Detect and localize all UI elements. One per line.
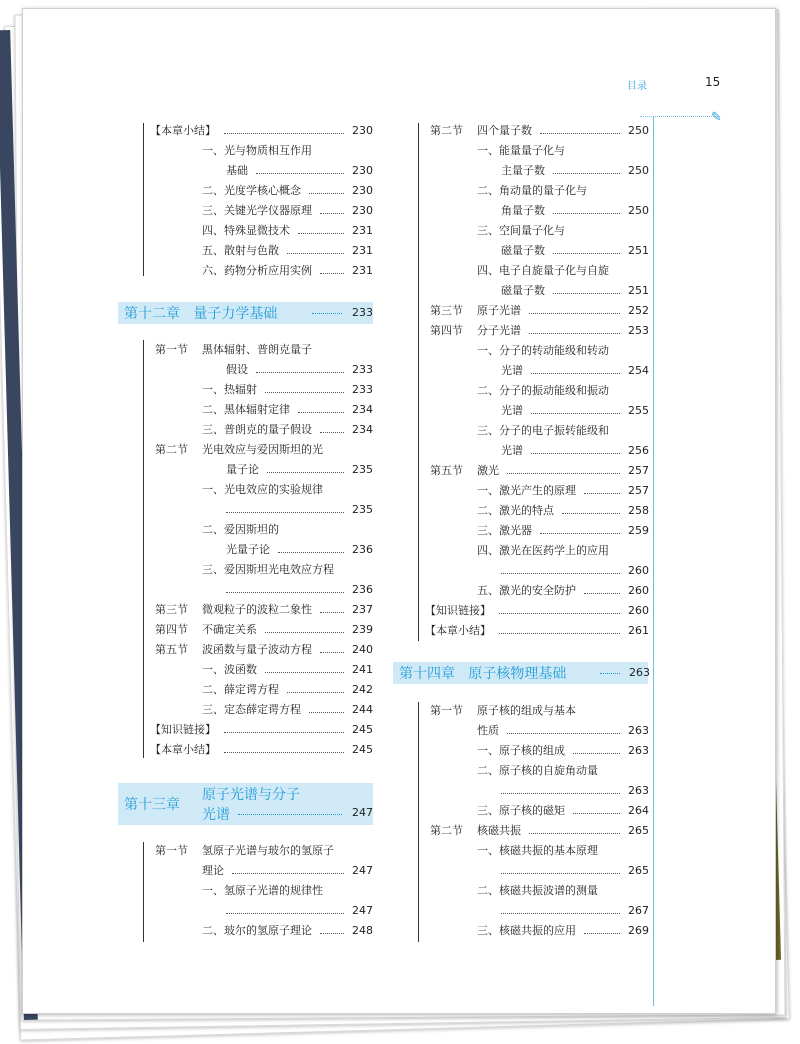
dot-leader <box>507 721 620 741</box>
toc-entry[interactable] <box>501 201 648 221</box>
dot-leader <box>507 461 620 481</box>
toc-entry[interactable] <box>430 461 648 481</box>
entry-title: 二、核磁共振波谱的测量 <box>477 884 598 897</box>
dot-leader <box>553 201 620 221</box>
dot-leader <box>320 420 344 440</box>
page-ref: 230 <box>352 164 373 177</box>
toc-entry[interactable] <box>501 241 648 261</box>
toc-entry[interactable] <box>150 740 372 760</box>
toc-entry[interactable] <box>155 841 372 861</box>
entry-title: 性质 <box>477 724 499 737</box>
toc-entry[interactable] <box>202 861 372 881</box>
dot-leader <box>320 640 344 660</box>
page-ref: 240 <box>352 643 373 656</box>
entry-title: 基础 <box>226 164 248 177</box>
entry-title: 光谱 <box>501 404 523 417</box>
dot-leader <box>320 921 344 941</box>
section-label: 第四节 <box>430 324 463 337</box>
toc-entry[interactable] <box>477 921 648 941</box>
page-ref: 254 <box>628 364 649 377</box>
page-ref: 237 <box>352 603 373 616</box>
entry-title: 五、激光的安全防护 <box>477 584 576 597</box>
toc-entry[interactable] <box>226 360 372 380</box>
entry-title: 四个量子数 <box>477 124 532 137</box>
dot-leader <box>278 540 344 560</box>
dot-leader <box>584 581 620 601</box>
toc-entry[interactable] <box>430 701 648 721</box>
chapter-12-title: 量子力学基础 <box>193 306 278 322</box>
entry-title: 三、爱因斯坦光电效应方程 <box>202 563 334 576</box>
section-label: 第二节 <box>430 124 463 137</box>
entry-title: 【知识链接】 <box>425 604 491 617</box>
page-ref: 269 <box>628 924 649 937</box>
entry-title: 二、黑体辐射定律 <box>202 403 290 416</box>
dot-leader <box>573 801 620 821</box>
page-ref: 236 <box>352 543 373 556</box>
entry-title: 一、光电效应的实验规律 <box>202 483 323 496</box>
entry-title: 一、核磁共振的基本原理 <box>477 844 598 857</box>
page-ref: 260 <box>628 564 649 577</box>
chapter-12-bar <box>118 302 373 324</box>
toc-entry[interactable] <box>477 801 648 821</box>
toc-entry[interactable] <box>477 501 648 521</box>
entry-title: 光谱 <box>501 444 523 457</box>
section-label: 第三节 <box>430 304 463 317</box>
toc-entry[interactable] <box>155 440 372 460</box>
toc-entry[interactable] <box>477 481 648 501</box>
dot-leader <box>287 241 344 261</box>
entry-title: 三、空间量子化与 <box>477 224 565 237</box>
toc-entry[interactable] <box>202 921 372 941</box>
dot-leader <box>553 241 620 261</box>
entry-title: 角量子数 <box>501 204 545 217</box>
section-label: 第三节 <box>155 603 188 616</box>
toc-entry[interactable] <box>425 621 648 641</box>
header-title: 目录 <box>627 81 647 92</box>
toc-entry[interactable] <box>477 421 648 441</box>
page-ref: 234 <box>352 423 373 436</box>
entry-title: 激光 <box>477 464 499 477</box>
page-ref: 265 <box>628 824 649 837</box>
entry-title: 一、能量量子化与 <box>477 144 565 157</box>
dot-leader <box>529 821 620 841</box>
toc-entry[interactable] <box>477 181 648 201</box>
entry-title: 黑体辐射、普朗克量子 <box>202 343 312 356</box>
chapter-13-number: 第十三章 <box>124 797 180 813</box>
toc-entry[interactable] <box>501 361 648 381</box>
dot-leader <box>256 161 344 181</box>
dot-leader <box>499 601 620 621</box>
section-label: 第四节 <box>155 623 188 636</box>
toc-entry[interactable] <box>226 580 372 600</box>
entry-title: 假设 <box>226 363 248 376</box>
toc-entry[interactable] <box>202 201 372 221</box>
toc-entry[interactable] <box>150 121 372 141</box>
page-ref: 257 <box>628 484 649 497</box>
toc-entry[interactable] <box>477 881 648 901</box>
dot-leader <box>320 261 344 281</box>
page-ref: 256 <box>628 444 649 457</box>
entry-title: 波函数与量子波动方程 <box>202 643 312 656</box>
dot-leader <box>584 481 620 501</box>
toc-entry[interactable] <box>226 540 372 560</box>
pen-icon: ✎ <box>711 110 722 125</box>
toc-entry[interactable] <box>226 161 372 181</box>
dot-leader <box>298 400 344 420</box>
dot-leader <box>553 161 620 181</box>
entry-title: 一、热辐射 <box>202 383 257 396</box>
toc-entry[interactable] <box>430 821 648 841</box>
entry-title: 一、氢原子光谱的规律性 <box>202 884 323 897</box>
page-ref: 235 <box>352 463 373 476</box>
dot-leader <box>531 441 620 461</box>
chapter-13-title-line2: 光谱 <box>202 807 230 823</box>
dot-leader <box>501 901 620 921</box>
toc-entry[interactable] <box>477 261 648 281</box>
toc-entry[interactable] <box>501 781 648 801</box>
page-ref: 230 <box>352 204 373 217</box>
dot-leader <box>287 680 344 700</box>
entry-title: 一、分子的转动能级和转动 <box>477 344 609 357</box>
chapter-14-title: 原子核物理基础 <box>468 666 567 682</box>
entry-title: 主量子数 <box>501 164 545 177</box>
entry-title: 四、激光在医药学上的应用 <box>477 544 609 557</box>
toc-entry[interactable] <box>202 141 372 161</box>
entry-title: 分子光谱 <box>477 324 521 337</box>
page-ref: 233 <box>352 363 373 376</box>
dot-leader <box>529 321 620 341</box>
dot-leader <box>224 121 344 141</box>
dot-leader <box>309 181 344 201</box>
entry-title: 光量子论 <box>226 543 270 556</box>
entry-title: 二、薛定谔方程 <box>202 683 279 696</box>
left-rule-ch12 <box>143 340 144 758</box>
entry-title: 五、散射与色散 <box>202 244 279 257</box>
toc-entry[interactable] <box>150 720 372 740</box>
page-ref: 231 <box>352 224 373 237</box>
entry-title: 三、关键光学仪器原理 <box>202 204 312 217</box>
toc-entry[interactable] <box>501 401 648 421</box>
entry-title: 二、激光的特点 <box>477 504 554 517</box>
toc-entry[interactable] <box>477 841 648 861</box>
page-ref: 250 <box>628 124 649 137</box>
page-ref: 258 <box>628 504 649 517</box>
toc-entry[interactable] <box>430 321 648 341</box>
page-ref: 257 <box>628 464 649 477</box>
dot-leader <box>540 521 620 541</box>
toc-entry[interactable] <box>202 520 372 540</box>
toc-entry[interactable] <box>202 881 372 901</box>
toc-entry[interactable] <box>425 601 648 621</box>
entry-title: 不确定关系 <box>202 623 257 636</box>
page-ref: 245 <box>352 723 373 736</box>
page-ref: 263 <box>628 744 649 757</box>
toc-entry[interactable] <box>430 301 648 321</box>
dot-leader <box>226 500 344 520</box>
entry-title: 二、原子核的自旋角动量 <box>477 764 598 777</box>
page-ref: 234 <box>352 403 373 416</box>
toc-entry[interactable] <box>501 561 648 581</box>
entry-title: 原子核的组成与基本 <box>477 704 576 717</box>
toc-entry[interactable] <box>477 721 648 741</box>
dot-leader <box>265 660 344 680</box>
entry-title: 【知识链接】 <box>150 723 216 736</box>
entry-title: 一、光与物质相互作用 <box>202 144 312 157</box>
page-ref: 259 <box>628 524 649 537</box>
dot-leader <box>224 740 344 760</box>
dot-leader <box>256 360 344 380</box>
section-label: 第二节 <box>155 443 188 456</box>
entry-title: 三、核磁共振的应用 <box>477 924 576 937</box>
toc-entry[interactable] <box>155 640 372 660</box>
toc-entry[interactable] <box>155 600 372 620</box>
page-ref: 233 <box>352 383 373 396</box>
entry-title: 二、光度学核心概念 <box>202 184 301 197</box>
entry-title: 【本章小结】 <box>150 743 216 756</box>
dot-leader <box>573 741 620 761</box>
dot-leader <box>553 281 620 301</box>
dot-leader <box>224 720 344 740</box>
section-label: 第五节 <box>155 643 188 656</box>
dot-leader <box>226 580 344 600</box>
dot-leader <box>499 621 620 641</box>
section-label: 第一节 <box>430 704 463 717</box>
page-ref: 255 <box>628 404 649 417</box>
entry-title: 三、普朗克的量子假设 <box>202 423 312 436</box>
toc-entry[interactable] <box>477 521 648 541</box>
dot-leader <box>529 301 620 321</box>
page-ref: 263 <box>628 724 649 737</box>
dot-leader <box>309 700 344 720</box>
entry-title: 磁量子数 <box>501 244 545 257</box>
toc-entry[interactable] <box>226 500 372 520</box>
toc-entry[interactable] <box>202 241 372 261</box>
page-ref: 252 <box>628 304 649 317</box>
dot-leader <box>531 401 620 421</box>
dot-leader <box>298 221 344 241</box>
entry-title: 二、玻尔的氢原子理论 <box>202 924 312 937</box>
dot-leader <box>265 620 344 640</box>
entry-title: 理论 <box>202 864 224 877</box>
dot-leader <box>584 921 620 941</box>
dot-leader <box>267 460 344 480</box>
dot-leader <box>320 600 344 620</box>
header-rule <box>640 116 718 117</box>
entry-title: 光电效应与爱因斯坦的光 <box>202 443 323 456</box>
entry-title: 【本章小结】 <box>150 124 216 137</box>
page-ref: 247 <box>352 864 373 877</box>
page-ref: 236 <box>352 583 373 596</box>
entry-title: 四、电子自旋量子化与自旋 <box>477 264 609 277</box>
entry-title: 一、原子核的组成 <box>477 744 565 757</box>
entry-title: 核磁共振 <box>477 824 521 837</box>
toc-entry[interactable] <box>477 221 648 241</box>
toc-entry[interactable] <box>202 420 372 440</box>
page-ref: 242 <box>352 683 373 696</box>
page-ref: 248 <box>352 924 373 937</box>
toc-entry[interactable] <box>202 261 372 281</box>
toc-page <box>22 8 776 1014</box>
toc-entry[interactable] <box>477 761 648 781</box>
dot-leader <box>320 201 344 221</box>
entry-title: 量子论 <box>226 463 259 476</box>
dot-leader <box>540 121 620 141</box>
entry-title: 【本章小结】 <box>425 624 491 637</box>
entry-title: 三、原子核的磁矩 <box>477 804 565 817</box>
toc-entry[interactable] <box>226 901 372 921</box>
toc-entry[interactable] <box>202 480 372 500</box>
dot-leader <box>226 901 344 921</box>
toc-entry[interactable] <box>477 581 648 601</box>
page-ref: 239 <box>352 623 373 636</box>
toc-entry[interactable] <box>202 380 372 400</box>
entry-title: 四、特殊显微技术 <box>202 224 290 237</box>
entry-title: 一、激光产生的原理 <box>477 484 576 497</box>
entry-title: 二、爱因斯坦的 <box>202 523 279 536</box>
dot-leader <box>501 861 620 881</box>
chapter-12-number: 第十二章 <box>124 306 180 322</box>
entry-title: 三、分子的电子振转能级和 <box>477 424 609 437</box>
entry-title: 六、药物分析应用实例 <box>202 264 312 277</box>
page-ref: 250 <box>628 164 649 177</box>
toc-entry[interactable] <box>501 441 648 461</box>
dot-leader <box>501 781 620 801</box>
dot-leader <box>531 361 620 381</box>
toc-entry[interactable] <box>226 460 372 480</box>
chapter-12-page: 233 <box>352 306 373 319</box>
entry-title: 一、波函数 <box>202 663 257 676</box>
chapter-13-title-line1: 原子光谱与分子 <box>202 787 300 803</box>
page-ref: 260 <box>628 584 649 597</box>
toc-entry[interactable] <box>430 121 648 141</box>
toc-entry[interactable] <box>202 680 372 700</box>
entry-title: 氢原子光谱与玻尔的氢原子 <box>202 844 334 857</box>
entry-title: 二、角动量的量子化与 <box>477 184 587 197</box>
toc-entry[interactable] <box>202 660 372 680</box>
section-label: 第二节 <box>430 824 463 837</box>
toc-entry[interactable] <box>477 541 648 561</box>
toc-entry[interactable] <box>202 181 372 201</box>
page-number: 15 <box>705 75 721 89</box>
right-rule-top <box>418 123 419 641</box>
page-ref: 263 <box>628 784 649 797</box>
toc-entry[interactable] <box>501 281 648 301</box>
page-ref: 235 <box>352 503 373 516</box>
section-label: 第一节 <box>155 844 188 857</box>
page-ref: 230 <box>352 124 373 137</box>
chapter-13-bar <box>118 783 373 825</box>
toc-entry[interactable] <box>202 221 372 241</box>
chapter-14-bar <box>393 662 648 684</box>
entry-title: 光谱 <box>501 364 523 377</box>
entry-title: 三、激光器 <box>477 524 532 537</box>
toc-entry[interactable] <box>202 700 372 720</box>
entry-title: 三、定态薛定谔方程 <box>202 703 301 716</box>
page-ref: 250 <box>628 204 649 217</box>
chapter-14-page: 263 <box>629 666 650 679</box>
toc-entry[interactable] <box>477 341 648 361</box>
dot-leader <box>265 380 344 400</box>
chapter-13-page: 247 <box>352 806 373 819</box>
page-ref: 267 <box>628 904 649 917</box>
entry-title: 原子光谱 <box>477 304 521 317</box>
dot-leader <box>562 501 620 521</box>
toc-entry[interactable] <box>477 741 648 761</box>
page-ref: 244 <box>352 703 373 716</box>
page-ref: 253 <box>628 324 649 337</box>
toc-entry[interactable] <box>501 161 648 181</box>
page-ref: 245 <box>352 743 373 756</box>
dot-leader <box>232 861 344 881</box>
dot-leader <box>501 561 620 581</box>
toc-entry[interactable] <box>202 560 372 580</box>
page-ref: 264 <box>628 804 649 817</box>
page-ref: 251 <box>628 284 649 297</box>
page-ref: 231 <box>352 244 373 257</box>
entry-title: 微观粒子的波粒二象性 <box>202 603 312 616</box>
toc-entry[interactable] <box>202 400 372 420</box>
page-ref: 231 <box>352 264 373 277</box>
section-label: 第一节 <box>155 343 188 356</box>
page-ref: 241 <box>352 663 373 676</box>
chapter-14-number: 第十四章 <box>399 666 455 682</box>
toc-entry[interactable] <box>477 381 648 401</box>
page-ref: 230 <box>352 184 373 197</box>
toc-entry[interactable] <box>155 620 372 640</box>
left-rule-top <box>143 123 144 276</box>
toc-entry[interactable] <box>501 901 648 921</box>
toc-entry[interactable] <box>501 861 648 881</box>
page-ref: 247 <box>352 904 373 917</box>
right-rule-ch14 <box>418 702 419 942</box>
margin-rule <box>653 116 654 1006</box>
section-label: 第五节 <box>430 464 463 477</box>
entry-title: 二、分子的振动能级和振动 <box>477 384 609 397</box>
page-ref: 251 <box>628 244 649 257</box>
page-ref: 261 <box>628 624 649 637</box>
page-ref: 260 <box>628 604 649 617</box>
toc-entry[interactable] <box>155 340 372 360</box>
toc-entry[interactable] <box>477 141 648 161</box>
page-ref: 265 <box>628 864 649 877</box>
left-rule-ch13 <box>143 842 144 942</box>
entry-title: 磁量子数 <box>501 284 545 297</box>
